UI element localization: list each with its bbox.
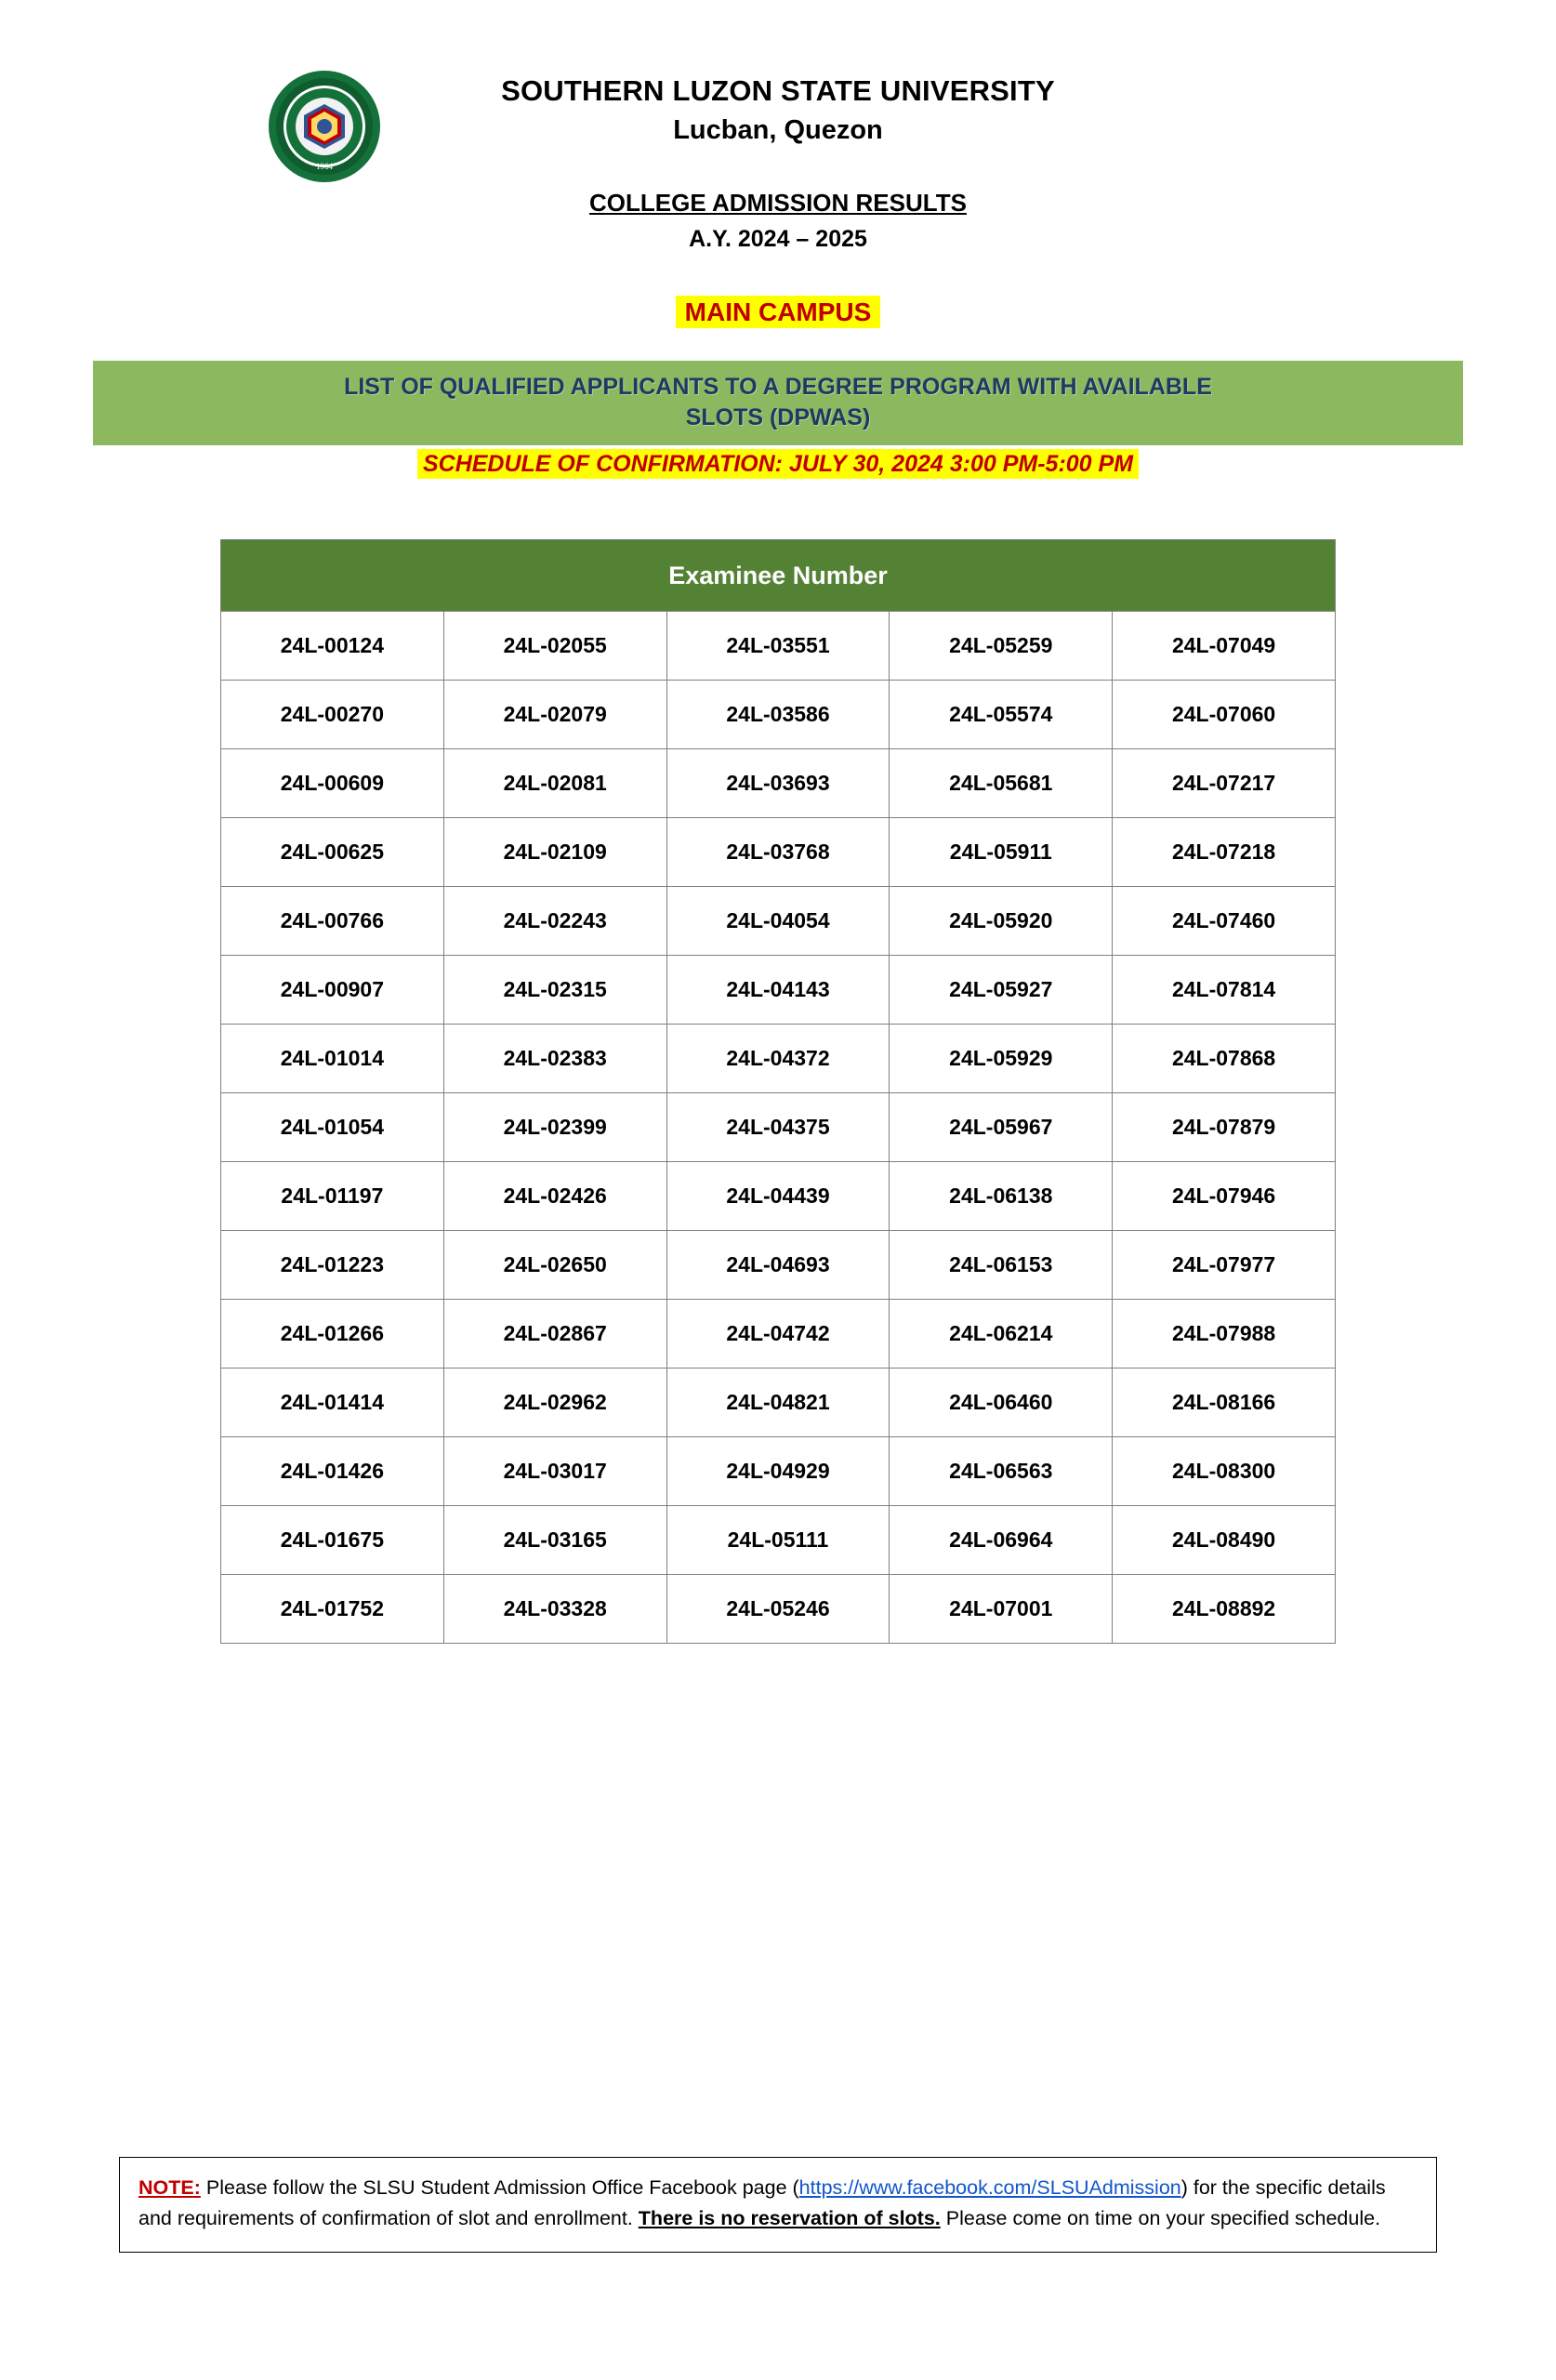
examinee-number-cell: 24L-04375 <box>666 1093 890 1162</box>
table-body <box>221 612 1336 1644</box>
examinee-number-cell: 24L-03693 <box>666 749 890 818</box>
examinee-number-cell: 24L-02109 <box>443 818 666 887</box>
examinee-number-cell: 24L-02243 <box>443 887 666 956</box>
university-location: Lucban, Quezon <box>673 115 883 145</box>
examinee-number-cell: 24L-02426 <box>443 1162 666 1231</box>
examinee-number-cell: 24L-00625 <box>221 818 444 887</box>
examinee-number-cell: 24L-06460 <box>890 1368 1113 1437</box>
examinee-number-cell: 24L-02962 <box>443 1368 666 1437</box>
examinee-number-cell: 24L-07217 <box>1113 749 1336 818</box>
examinee-number-cell: 24L-01675 <box>221 1506 444 1575</box>
examinee-number-cell: 24L-03551 <box>666 612 890 681</box>
examinee-number-cell: 24L-05111 <box>666 1506 890 1575</box>
table-row <box>221 1506 1336 1575</box>
examinee-number-cell: 24L-03017 <box>443 1437 666 1506</box>
examinee-number-cell: 24L-06153 <box>890 1231 1113 1300</box>
examinee-number-cell: 24L-02383 <box>443 1025 666 1093</box>
examinee-number-cell: 24L-00124 <box>221 612 444 681</box>
examinee-number-cell: 24L-00907 <box>221 956 444 1025</box>
examinee-number-cell: 24L-08300 <box>1113 1437 1336 1506</box>
examinee-number-cell: 24L-01266 <box>221 1300 444 1368</box>
svg-text:1964: 1964 <box>316 162 333 171</box>
examinee-number-cell: 24L-08166 <box>1113 1368 1336 1437</box>
table-row <box>221 1368 1336 1437</box>
examinee-number-cell: 24L-05911 <box>890 818 1113 887</box>
campus-label-text: MAIN CAMPUS <box>676 296 881 328</box>
examinee-number-cell: 24L-06964 <box>890 1506 1113 1575</box>
table-row <box>221 1300 1336 1368</box>
table-row <box>221 1093 1336 1162</box>
table-row <box>221 1025 1336 1093</box>
examinee-number-cell: 24L-08892 <box>1113 1575 1336 1644</box>
examinee-number-cell: 24L-01752 <box>221 1575 444 1644</box>
examinee-number-cell: 24L-06138 <box>890 1162 1113 1231</box>
examinee-number-cell: 24L-05920 <box>890 887 1113 956</box>
banner-line-1: LIST OF QUALIFIED APPLICANTS TO A DEGREE PROGRAM WITH AVAILABLE <box>344 374 1212 400</box>
note-box <box>119 2157 1437 2253</box>
table-row <box>221 1162 1336 1231</box>
examinee-number-cell: 24L-02055 <box>443 612 666 681</box>
examinee-number-cell: 24L-01414 <box>221 1368 444 1437</box>
examinee-number-cell: 24L-01054 <box>221 1093 444 1162</box>
examinee-number-cell: 24L-02315 <box>443 956 666 1025</box>
examinee-number-cell: 24L-04742 <box>666 1300 890 1368</box>
examinee-number-cell: 24L-02079 <box>443 681 666 749</box>
examinee-number-cell: 24L-01426 <box>221 1437 444 1506</box>
examinee-number-cell: 24L-05927 <box>890 956 1113 1025</box>
examinee-number-cell: 24L-01014 <box>221 1025 444 1093</box>
table-row <box>221 681 1336 749</box>
examinee-number-cell: 24L-02399 <box>443 1093 666 1162</box>
confirmation-schedule-text: SCHEDULE OF CONFIRMATION: JULY 30, 2024 3:00 PM-5:00 PM <box>417 449 1139 479</box>
academic-year: A.Y. 2024 – 2025 <box>689 226 867 252</box>
examinee-number-cell: 24L-04439 <box>666 1162 890 1231</box>
examinee-number-cell: 24L-07060 <box>1113 681 1336 749</box>
note-part-2: ) for the specific details and requirements of confirmation of slot and enrollment. <box>138 2176 1386 2230</box>
examinee-number-cell: 24L-07868 <box>1113 1025 1336 1093</box>
university-seal-icon <box>265 67 384 186</box>
examinee-number-cell: 24L-04929 <box>666 1437 890 1506</box>
table-row <box>221 818 1336 887</box>
examinee-number-cell: 24L-05681 <box>890 749 1113 818</box>
examinee-number-cell: 24L-04054 <box>666 887 890 956</box>
examinee-number-cell: 24L-04693 <box>666 1231 890 1300</box>
campus-label <box>93 298 1463 327</box>
note-part-3: Please come on time on your specified schedule. <box>940 2207 1381 2230</box>
examinee-number-cell: 24L-07879 <box>1113 1093 1336 1162</box>
examinee-number-cell: 24L-04143 <box>666 956 890 1025</box>
table-row <box>221 1231 1336 1300</box>
examinee-number-cell: 24L-07049 <box>1113 612 1336 681</box>
table-row <box>221 887 1336 956</box>
examinee-number-cell: 24L-03165 <box>443 1506 666 1575</box>
table-header-row <box>221 540 1336 612</box>
banner-line-2: SLOTS (DPWAS) <box>685 403 871 430</box>
examinee-number-cell: 24L-05967 <box>890 1093 1113 1162</box>
note-part-1: Please follow the SLSU Student Admission Office Facebook page ( <box>200 2176 799 2199</box>
examinee-number-cell: 24L-07460 <box>1113 887 1336 956</box>
examinee-number-cell: 24L-04372 <box>666 1025 890 1093</box>
table-row <box>221 749 1336 818</box>
examinee-number-cell: 24L-07001 <box>890 1575 1113 1644</box>
examinee-number-cell: 24L-03586 <box>666 681 890 749</box>
examinee-number-cell: 24L-02650 <box>443 1231 666 1300</box>
examinee-number-cell: 24L-07218 <box>1113 818 1336 887</box>
examinee-number-cell: 24L-01223 <box>221 1231 444 1300</box>
examinee-number-cell: 24L-01197 <box>221 1162 444 1231</box>
examinee-number-cell: 24L-02867 <box>443 1300 666 1368</box>
examinee-number-cell: 24L-07977 <box>1113 1231 1336 1300</box>
examinee-number-cell: 24L-02081 <box>443 749 666 818</box>
examinee-number-cell: 24L-06214 <box>890 1300 1113 1368</box>
examinee-table <box>220 539 1336 1644</box>
confirmation-schedule <box>93 451 1463 478</box>
examinee-number-cell: 24L-07814 <box>1113 956 1336 1025</box>
banner <box>93 361 1463 445</box>
examinee-number-cell: 24L-03328 <box>443 1575 666 1644</box>
facebook-page-link[interactable]: https://www.facebook.com/SLSUAdmission <box>798 2176 1181 2199</box>
examinee-number-cell: 24L-03768 <box>666 818 890 887</box>
examinee-number-cell: 24L-00270 <box>221 681 444 749</box>
examinee-number-cell: 24L-08490 <box>1113 1506 1336 1575</box>
table-header-examinee-number: Examinee Number <box>221 540 1336 612</box>
examinee-number-cell: 24L-05574 <box>890 681 1113 749</box>
note-text <box>138 2173 1418 2235</box>
table-row <box>221 1575 1336 1644</box>
table-row <box>221 956 1336 1025</box>
note-label: NOTE: <box>138 2176 201 2199</box>
examinee-number-cell: 24L-07946 <box>1113 1162 1336 1231</box>
examinee-number-cell: 24L-00766 <box>221 887 444 956</box>
examinee-number-cell: 24L-07988 <box>1113 1300 1336 1368</box>
examinee-number-cell: 24L-05246 <box>666 1575 890 1644</box>
document-title: COLLEGE ADMISSION RESULTS <box>589 189 967 217</box>
examinee-table-container <box>93 539 1463 1644</box>
examinee-number-cell: 24L-04821 <box>666 1368 890 1437</box>
table-row <box>221 612 1336 681</box>
table-row <box>221 1437 1336 1506</box>
note-emphasis: There is no reservation of slots. <box>638 2207 941 2230</box>
document-header <box>93 56 1463 327</box>
examinee-number-cell: 24L-00609 <box>221 749 444 818</box>
examinee-number-cell: 24L-06563 <box>890 1437 1113 1506</box>
examinee-number-cell: 24L-05929 <box>890 1025 1113 1093</box>
examinee-number-cell: 24L-05259 <box>890 612 1113 681</box>
university-name: SOUTHERN LUZON STATE UNIVERSITY <box>501 74 1055 107</box>
